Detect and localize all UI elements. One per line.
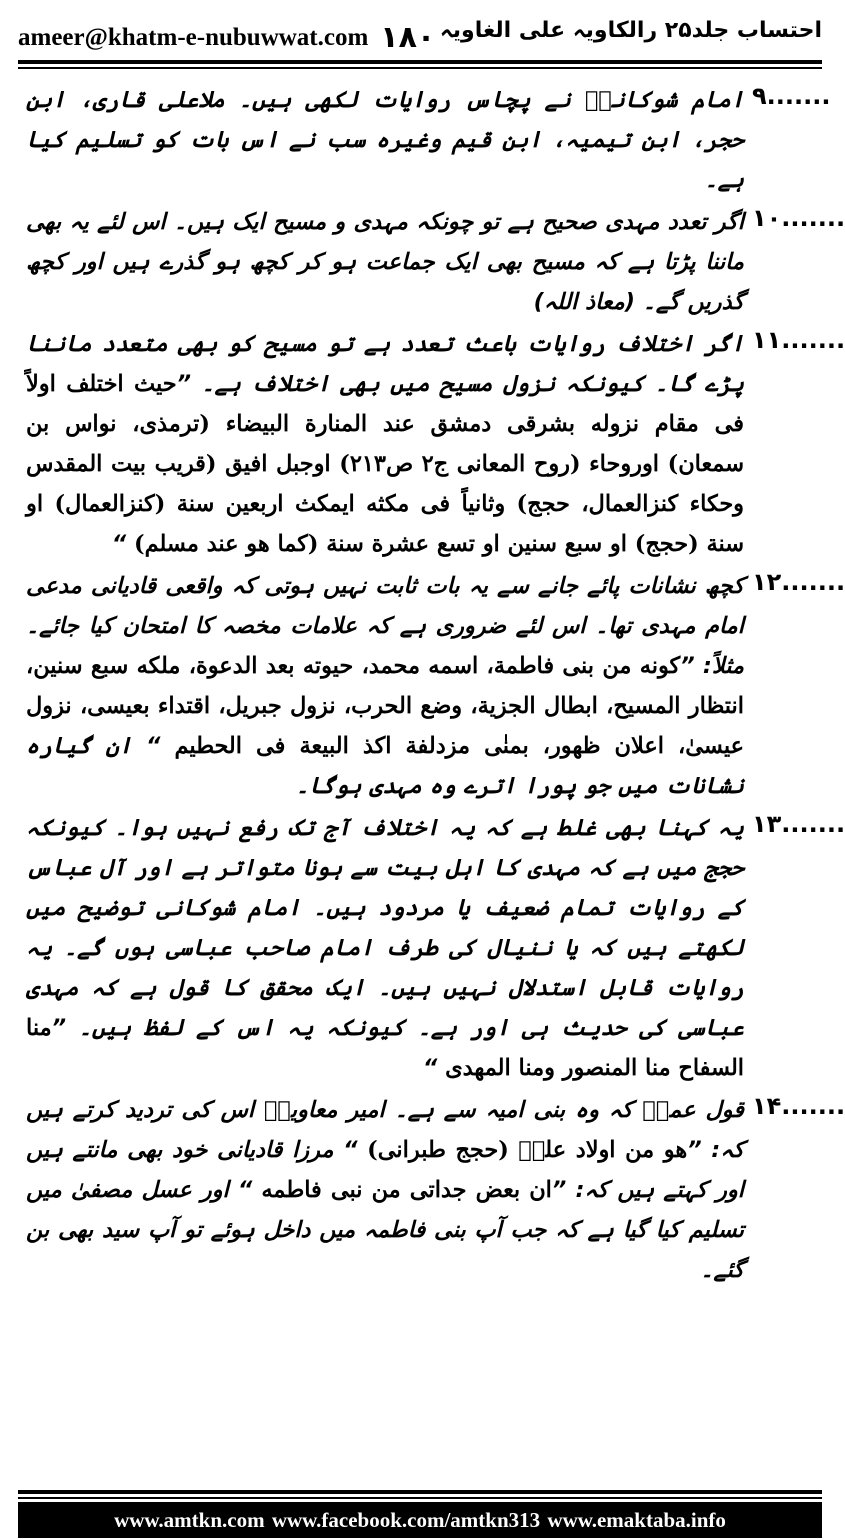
paragraph-text	[26, 80, 744, 200]
urdu-text: “	[422, 1055, 446, 1081]
numbered-paragraph	[26, 80, 831, 200]
paragraph-text	[26, 1090, 744, 1290]
numbered-paragraph	[26, 808, 845, 1088]
arabic-quote: منا السفاح منا المنصور ومنا المهدی	[26, 1015, 744, 1081]
paragraph-number: ۱۴.......	[752, 1092, 845, 1120]
header-left	[18, 20, 435, 55]
numbered-paragraph	[26, 324, 845, 564]
urdu-text: “ مرزا قادیانی خود بھی مانتے ہیں اور کہتے ہیں کہ: ”	[26, 1137, 745, 1203]
paragraph-text	[26, 566, 744, 806]
arabic-quote: کونه من بنی فاطمة، اسمه محمد، حیوته بعد الدعوة، ملکه سبع سنین، انتظار المسیح، ابطال الجزیة، وضع الحرب، نزول جبریل، اقتداء بعیسی، نزول عیسیٰ، اعلان ظهور، بمنٰی مزدلفة اکذ البیعة فی الحطیم	[26, 653, 744, 759]
header-rule-thick	[18, 60, 822, 64]
arabic-quote: هو من اولاد علیؓ (حجج طبرانی)	[367, 1137, 688, 1163]
urdu-text: اگر اختلاف روایات باعث تعدد ہے تو مسیح کو بھی متعدد ماننا پڑے گا۔ کیونکہ نزول مسیح میں بھی اختلاف ہے۔ ”	[26, 331, 744, 397]
book-title: احتساب جلد۲۵ رالکاویہ علی الغاویہ	[439, 18, 822, 43]
header-rule-thin	[18, 67, 822, 69]
paragraph-text	[26, 808, 744, 1088]
paragraph-text	[26, 202, 744, 322]
paragraph-number: ۱۲.......	[752, 568, 845, 596]
urdu-text: “ ان گیارہ نشانات میں جو پورا اترے وہ مہدی ہوگا۔	[26, 733, 744, 799]
footer-rule-thin	[18, 1497, 822, 1499]
urdu-text: کچھ نشانات پائے جانے سے یہ بات ثابت نہیں ہوتی کہ واقعی قادیانی مدعی امام مہدی تھا۔ اس لئے ضروری ہے کہ علامات مخصہ کا امتحان کیا جائے۔ مثلاً: ”	[26, 573, 744, 679]
numbered-paragraph	[26, 566, 845, 806]
page-number: ۱۸۰	[380, 20, 436, 55]
urdu-text: یہ کہنا بھی غلط ہے کہ یہ اختلاف آج تک رفع نہیں ہوا۔ کیونکہ حجج میں ہے کہ مہدی کا اہل بیت سے ہونا متواتر ہے اور آل عباس کے روایات تمام ضعیف یا مردود ہیں۔ امام شوکانی توضیح میں لکھتے ہیں کہ یا ننیال کی طرف امام صاحب عباسی ہوں گے۔ یہ روایات قابل استدلال نہیں ہیں۔ ایک محقق کا قول ہے کہ مہدی عباسی کی حدیث ہی اور ہے۔ کیونکہ یہ اس کے لفظ ہیں۔ ”	[26, 815, 744, 1041]
paragraph-number: ۹.......	[752, 82, 831, 110]
urdu-text: اگر تعدد مہدی صحیح ہے تو چونکہ مہدی و مسیح ایک ہیں۔ اس لئے یہ بھی ماننا پڑتا ہے کہ مسیح بھی ایک جماعت ہو کر کچھ ہو گذرے ہیں اور کچھ گذریں گے۔ (معاذ اللہ)	[26, 209, 744, 315]
paragraph-number: ۱۱.......	[752, 326, 845, 354]
header-email: ameer@khatm-e-nubuwwat.com	[18, 24, 369, 51]
urdu-text: “ اور عسل مصفیٰ میں تسلیم کیا گیا ہے کہ جب آپ بنی فاطمہ میں داخل ہوئے تو آپ سید بھی بن گئے۔	[26, 1177, 744, 1283]
arabic-quote: حیث اختلف اولاً فی مقام نزوله بشرقی دمشق عند المنارة البیضاء (ترمذی، نواس بن سمعان) اوروحاء (روح المعانی ج۲ ص۲۱۳) اوجبل افیق (قریب بیت المقدس وحکاء کنزالعمال، حجج) وثانیاً فی مکثه ایمکث اربعین سنة (کنزالعمال) او سنة (حجج) او سبع سنین او تسع عشرة سنة (کما هو عند مسلم)	[26, 371, 744, 557]
arabic-quote: ان بعض جداتی من نبی فاطمه	[261, 1177, 552, 1203]
numbered-paragraph	[26, 1090, 845, 1290]
numbered-paragraph	[26, 202, 845, 322]
urdu-text: امام شوکانیؒ نے پچاس روایات لکھی ہیں۔ ملاعلی قاری، ابن حجر، ابن تیمیہ، ابن قیم وغیرہ سب نے اس بات کو تسلیم کیا ہے۔	[26, 87, 744, 193]
paragraph-number: ۱۰.......	[752, 204, 845, 232]
paragraph-number: ۱۳.......	[752, 810, 845, 838]
footer-rule-thick	[18, 1490, 822, 1494]
footer-links: www.amtkn.com www.facebook.com/amtkn313 www.emaktaba.info	[18, 1502, 822, 1538]
page-body	[26, 80, 845, 1465]
urdu-text: قول عمرؓ کہ وہ بنی امیہ سے ہے۔ امیر معاویہؓ اس کی تردید کرتے ہیں کہ: ”	[26, 1097, 744, 1163]
page-header	[18, 18, 822, 58]
urdu-text: “	[111, 531, 134, 557]
paragraph-text	[26, 324, 744, 564]
